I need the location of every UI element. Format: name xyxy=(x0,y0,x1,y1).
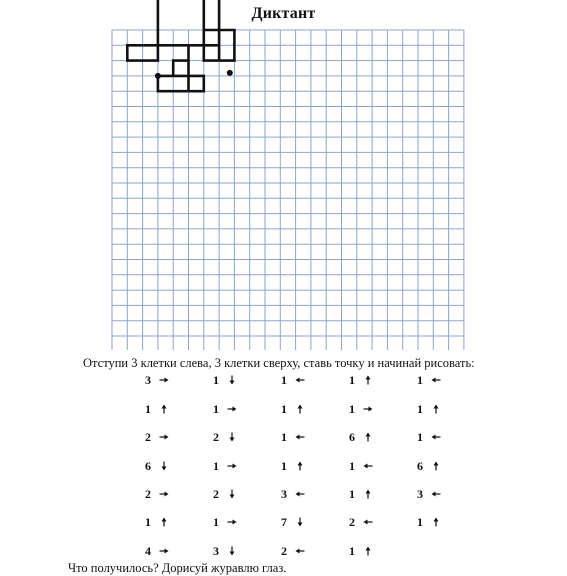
dictation-step xyxy=(281,544,305,558)
crane-drawing xyxy=(127,0,234,91)
grid-lines xyxy=(112,30,464,350)
step-count: 1 xyxy=(281,401,287,416)
step-count: 1 xyxy=(417,401,423,416)
dictation-step xyxy=(145,487,169,501)
dictation-step xyxy=(349,459,373,473)
step-count: 1 xyxy=(417,514,423,529)
dictation-step xyxy=(349,373,373,387)
arrow-left-icon xyxy=(431,488,441,500)
arrow-right-icon xyxy=(159,374,169,386)
arrow-up-icon xyxy=(431,460,441,472)
step-count: 1 xyxy=(213,372,219,387)
dictation-step xyxy=(213,515,237,529)
arrow-down-icon xyxy=(227,431,237,443)
step-count: 1 xyxy=(349,486,355,501)
dictation-step xyxy=(281,459,305,473)
step-count: 1 xyxy=(213,514,219,529)
step-count: 2 xyxy=(145,486,151,501)
dictation-step xyxy=(349,487,373,501)
step-count: 3 xyxy=(213,543,219,558)
arrow-up-icon xyxy=(295,403,305,415)
dictation-step xyxy=(213,430,237,444)
step-count: 6 xyxy=(145,458,151,473)
arrow-right-icon xyxy=(227,460,237,472)
step-count: 4 xyxy=(145,543,151,558)
footer-question: Что получилось? Дорисуй журавлю глаз. xyxy=(68,561,287,575)
arrow-left-icon xyxy=(431,374,441,386)
dictation-step xyxy=(145,544,169,558)
arrow-up-icon xyxy=(363,374,373,386)
dictation-step xyxy=(213,402,237,416)
arrow-right-icon xyxy=(159,431,169,443)
arrow-left-icon xyxy=(295,488,305,500)
step-count: 1 xyxy=(417,372,423,387)
step-count: 1 xyxy=(281,429,287,444)
dictation-step xyxy=(349,402,373,416)
dictation-step xyxy=(417,402,441,416)
page-title: Диктант xyxy=(251,5,316,22)
arrow-right-icon xyxy=(363,403,373,415)
dictation-step xyxy=(213,544,237,558)
dictation-step xyxy=(213,459,237,473)
step-count: 1 xyxy=(145,401,151,416)
arrow-right-icon xyxy=(227,403,237,415)
step-count: 2 xyxy=(213,486,219,501)
arrow-up-icon xyxy=(431,516,441,528)
step-count: 1 xyxy=(349,372,355,387)
arrow-left-icon xyxy=(363,460,373,472)
step-count: 1 xyxy=(281,372,287,387)
arrow-right-icon xyxy=(159,545,169,557)
step-count: 1 xyxy=(213,401,219,416)
step-count: 7 xyxy=(281,514,287,529)
arrow-down-icon xyxy=(295,516,305,528)
dictation-step xyxy=(281,430,305,444)
arrow-down-icon xyxy=(159,460,169,472)
dictation-step xyxy=(417,459,441,473)
dictation-step xyxy=(145,459,169,473)
arrow-up-icon xyxy=(363,488,373,500)
arrow-down-icon xyxy=(227,488,237,500)
dictation-step xyxy=(417,373,441,387)
step-count: 2 xyxy=(213,429,219,444)
arrow-up-icon xyxy=(363,431,373,443)
start-point-dot xyxy=(155,73,161,79)
arrow-down-icon xyxy=(227,374,237,386)
arrow-left-icon xyxy=(295,545,305,557)
dictation-step xyxy=(349,544,373,558)
step-count: 1 xyxy=(349,458,355,473)
crane-eye-dot xyxy=(227,70,233,76)
arrow-up-icon xyxy=(295,460,305,472)
dictation-step xyxy=(145,430,169,444)
step-count: 2 xyxy=(145,429,151,444)
dictation-step xyxy=(349,515,373,529)
arrow-left-icon xyxy=(295,431,305,443)
step-count: 6 xyxy=(349,429,355,444)
step-count: 1 xyxy=(349,401,355,416)
arrow-left-icon xyxy=(295,374,305,386)
step-count: 1 xyxy=(349,543,355,558)
dictation-step xyxy=(417,487,441,501)
arrow-up-icon xyxy=(159,516,169,528)
step-count: 2 xyxy=(349,514,355,529)
dictation-step xyxy=(417,515,441,529)
step-count: 3 xyxy=(281,486,287,501)
arrow-down-icon xyxy=(227,545,237,557)
arrow-left-icon xyxy=(431,431,441,443)
arrow-right-icon xyxy=(159,488,169,500)
dictation-step xyxy=(281,402,305,416)
step-count: 1 xyxy=(213,458,219,473)
dictation-step xyxy=(417,430,441,444)
dictation-step xyxy=(213,487,237,501)
step-count: 1 xyxy=(417,429,423,444)
dictation-step xyxy=(145,373,169,387)
dictation-step xyxy=(349,430,373,444)
step-count: 6 xyxy=(417,458,423,473)
dictation-step xyxy=(281,515,305,529)
step-count: 1 xyxy=(145,514,151,529)
arrow-left-icon xyxy=(363,516,373,528)
arrow-right-icon xyxy=(227,516,237,528)
step-count: 3 xyxy=(417,486,423,501)
dictation-step xyxy=(145,402,169,416)
dictation-step xyxy=(281,373,305,387)
dictation-step xyxy=(145,515,169,529)
arrow-up-icon xyxy=(159,403,169,415)
dictation-step xyxy=(281,487,305,501)
instruction-text: Отступи 3 клетки слева, 3 клетки сверху, ставь точку и начинай рисовать: xyxy=(83,356,475,370)
arrow-up-icon xyxy=(363,545,373,557)
step-count: 3 xyxy=(145,372,151,387)
arrow-up-icon xyxy=(431,403,441,415)
step-count: 1 xyxy=(281,458,287,473)
dictation-step xyxy=(213,373,237,387)
step-count: 2 xyxy=(281,543,287,558)
